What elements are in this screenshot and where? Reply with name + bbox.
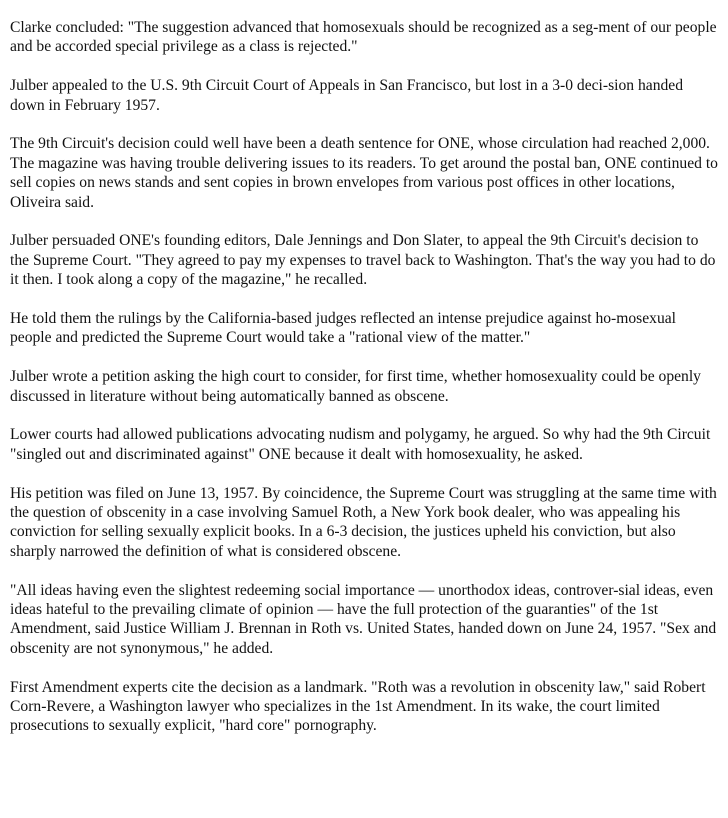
paragraph-julber-appeal: Julber appealed to the U.S. 9th Circuit Court of Appeals in San Francisco, but lost in a 3-0 deci-sion handed down in February 1957. (10, 77, 684, 114)
paragraph-first-amendment-experts: First Amendment experts cite the decision as a landmark. "Roth was a revolution in obscenity law," said Robert Corn-Revere, a Washington lawyer who specializes in the 1st Amendment. In its wake, the court limited prosecutions to sexually explicit, "hard core" pornography. (10, 678, 706, 735)
paragraph-brennan-quote: "All ideas having even the slightest redeeming social importance — unorthodox ideas, controver-sial ideas, even ideas hateful to the prevailing climate of opinion — have the full protection of the guaranties" of the 1st Amendment, said Justice William J. Brennan in Roth vs. United States, handed down on June 24, 1957. "Sex and obscenity are not synonymous," he added. (10, 581, 717, 657)
paragraph-petition: Julber wrote a petition asking the high court to consider, for first time, whether homosexuality could be openly discussed in literature without being automatically banned as obscene. (10, 368, 701, 405)
paragraph-lower-courts: Lower courts had allowed publications advocating nudism and polygamy, he argued. So why had the 9th Circuit "singled out and discriminated against" ONE because it dealt with homosexuality, he asked. (10, 426, 711, 463)
paragraph-founding-editors: Julber persuaded ONE's founding editors, Dale Jennings and Don Slater, to appeal the 9th Circuit's decision to the Supreme Court. "They agreed to pay my expenses to travel back to Washington. That's the way you had to do it then. I took along a copy of the magazine," he recalled. (10, 232, 716, 289)
paragraph-clarke-conclusion: Clarke concluded: "The suggestion advanced that homosexuals should be recognized as a seg-ment of our people and be accorded special privilege as a class is rejected." (10, 19, 717, 56)
paragraph-ninth-circuit-decision: The 9th Circuit's decision could well have been a death sentence for ONE, whose circulation had reached 2,000. The magazine was having trouble delivering issues to its readers. To get around the postal ban, ONE continued to sell copies on news stands and sent copies in brown envelopes from various post offices in other locations, Oliveira said. (10, 135, 718, 211)
paragraph-california-judges: He told them the rulings by the California-based judges reflected an intense prejudice against ho-mosexual people and predicted the Supreme Court would take a "rational view of the matter." (10, 310, 676, 347)
paragraph-petition-filed: His petition was filed on June 13, 1957. By coincidence, the Supreme Court was struggling at the same time with the question of obscenity in a case involving Samuel Roth, a New York book dealer, who was appealing his conviction for selling sexually explicit books. In a 6-3 decision, the justices upheld his conviction, but also sharply narrowed the definition of what is considered obscene. (10, 484, 717, 560)
